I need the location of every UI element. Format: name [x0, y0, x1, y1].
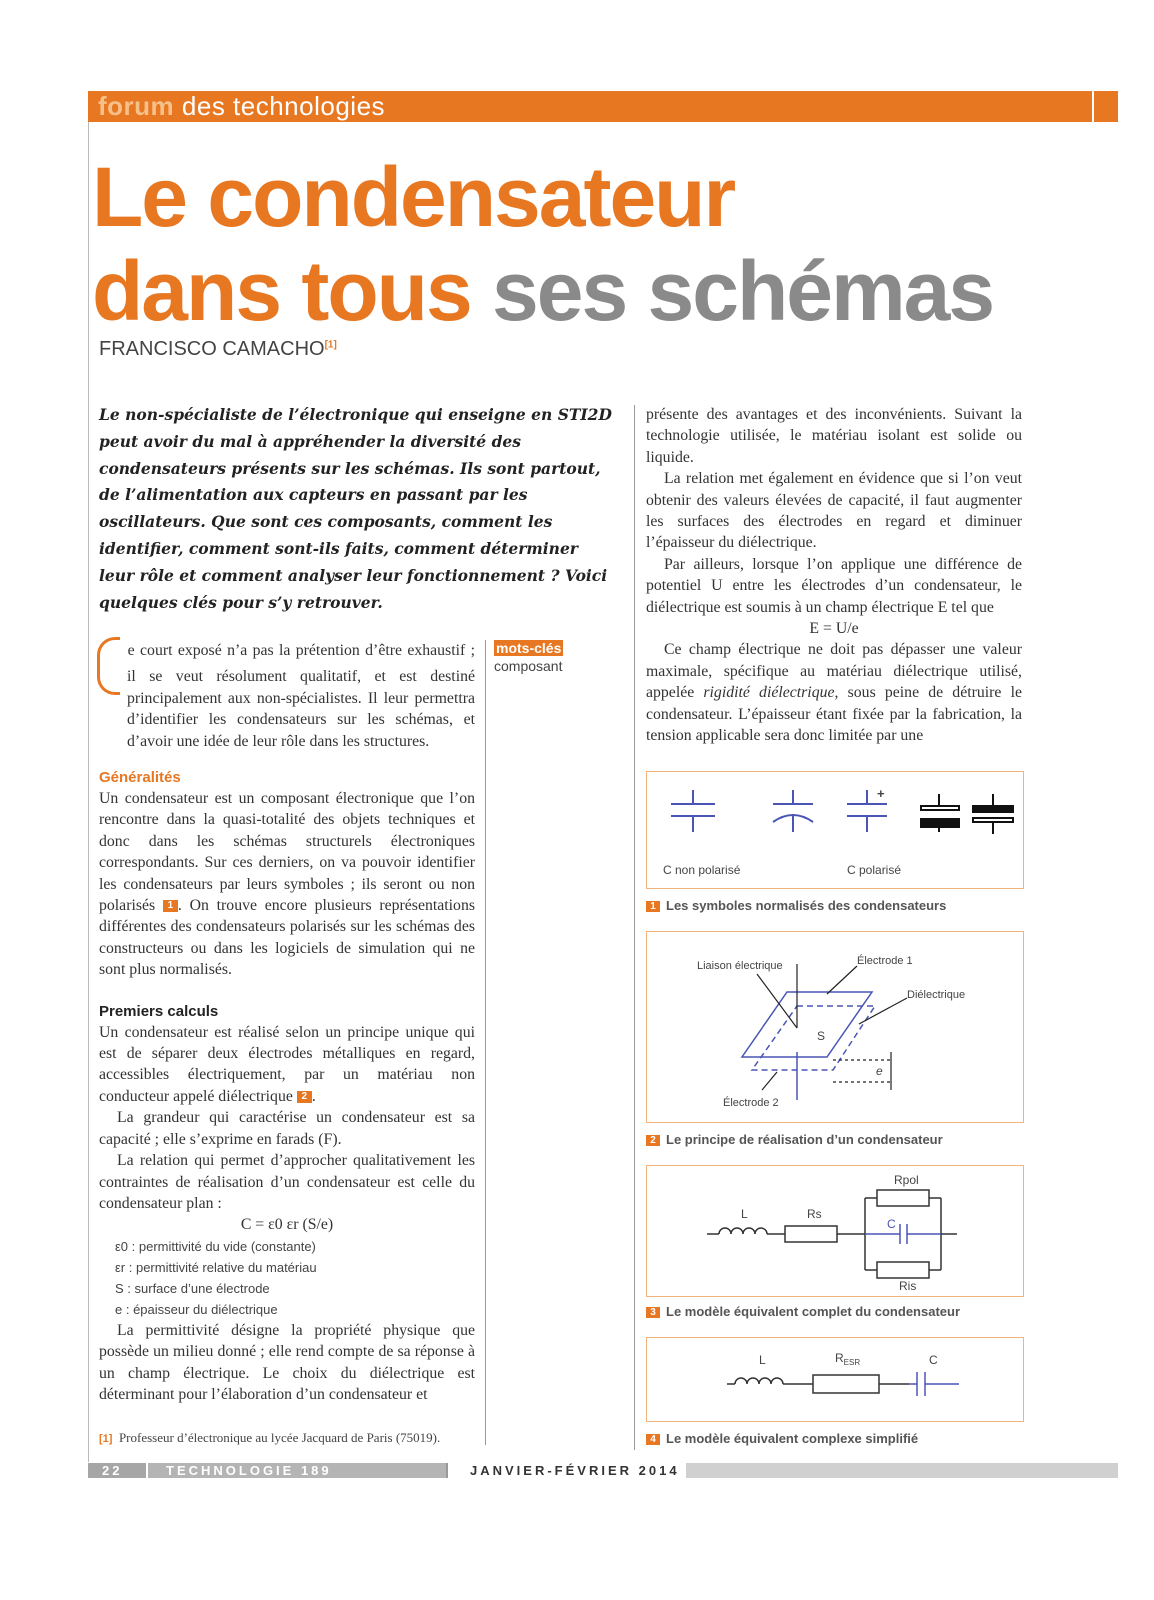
legend-item: ε0 : permittivité du vide (constante): [115, 1238, 316, 1254]
equivalent-circuit-complete-drawing: [647, 1166, 1023, 1296]
caption-text: Les symboles normalisés des condensateurs: [666, 898, 947, 913]
title-line-2-grey: ses schémas: [470, 244, 994, 338]
section-header-bar: [88, 91, 1118, 122]
calc-paragraph-3: La relation qui permet d’approcher qualitativement les contraintes de réalisation d’un condensateur est celle du condensateur plan :: [99, 1152, 475, 1212]
issue-date: JANVIER-FÉVRIER 2014: [446, 1463, 686, 1478]
figure-number: 2: [646, 1135, 660, 1146]
legend-item: e : épaisseur du diélectrique: [115, 1301, 278, 1317]
figure-1-caption: [646, 898, 946, 913]
footnote-number: [1]: [99, 1433, 113, 1445]
calc-p1-text: Un condensateur est réalisé selon un principe unique qui est de séparer deux électrodes métalliques en regard, accessibles électriquement, par un matériau non conducteur appelé diélectrique: [99, 1023, 475, 1105]
generalites-text-a: Un condensateur est un composant électronique que l’on rencontre dans la quasi-totalité des objets techniques et donc dans les schémas structurels électroniques correspondants. Sur ces derniers, on va pouvoir identifier les condensateurs par leurs symboles ; ils seront ou non polarisés: [99, 790, 475, 915]
col3-paragraph-4: [646, 639, 1022, 746]
calc-paragraph-4: La permittivité désigne la propriété physique que possède un milieu donné ; elle rend compte de sa réponse à un champ électrique. Le choix du diélectrique est déterminant pour l’élaboration d’un condensateur et: [99, 1321, 475, 1403]
label-c: C: [929, 1353, 938, 1367]
caption-text: Le modèle équivalent complexe simplifié: [666, 1431, 919, 1446]
figure-ref-2[interactable]: 2: [297, 1091, 312, 1103]
section-heading-generalites: Généralités: [99, 769, 181, 786]
section-rubric: [98, 91, 385, 122]
capacitor-principle-drawing: [647, 932, 1023, 1122]
label-electrode-1: Électrode 1: [857, 955, 913, 967]
label-electrode-2: Électrode 2: [723, 1097, 779, 1109]
label-polarise: C polarisé: [847, 863, 902, 877]
label-ris: Ris: [899, 1279, 917, 1293]
figure-number: 1: [646, 901, 660, 912]
magazine-name: TECHNOLOGIE 189: [146, 1463, 446, 1478]
title-line-2-orange: dans tous: [92, 244, 471, 338]
keywords-box: [494, 640, 584, 674]
figure-ref-1[interactable]: 1: [163, 900, 178, 912]
label-rpol: Rpol: [894, 1173, 919, 1187]
keywords-heading: mots-clés: [496, 640, 562, 656]
page-footer-bar: [88, 1463, 1118, 1478]
column-3: [646, 404, 1022, 747]
col3-p4-text-a: Ce champ électrique ne doit pas dépasser une valeur maximale, spécifique au matériau diélectrique utilisé, appelée: [646, 641, 1022, 702]
rubric-rest: des technologies: [174, 91, 386, 121]
figure-2-principle: [646, 931, 1024, 1123]
intro-body: e court exposé n’a pas la prétention d’être exhaustif ; il se veut résolument qualitatif, et est destiné principalement aux non-spécialistes. Il leur permettra d’identifier les condensateurs sur les schémas, et d’avoir une idée de leur rôle dans les structures.: [127, 642, 475, 750]
author-byline: [99, 338, 337, 361]
calc-paragraph-1: [99, 1022, 475, 1108]
formula-legend: [99, 1236, 475, 1320]
caption-text: Le principe de réalisation d’un condensateur: [666, 1132, 943, 1147]
figure-4-caption: [646, 1431, 918, 1446]
label-dielectrique: Diélectrique: [907, 989, 966, 1001]
plus-sign: +: [877, 786, 885, 801]
figure-4-equivalent-simplified: [646, 1337, 1024, 1422]
header-endcap: [1092, 91, 1118, 122]
label-non-polarise: C non polarisé: [663, 863, 741, 877]
rubric-strong: forum: [98, 91, 175, 121]
label-c: C: [887, 1217, 896, 1231]
figure-3-equivalent-complete: [646, 1165, 1024, 1297]
formula-capacite: C = ε0 εr (S/e): [240, 1216, 334, 1234]
author-ref: [1]: [324, 339, 337, 351]
label-l: L: [741, 1207, 748, 1221]
caption-text: Le modèle équivalent complet du condensateur: [666, 1304, 961, 1319]
label-r: R: [835, 1351, 844, 1365]
legend-item: S : surface d’une électrode: [115, 1280, 270, 1296]
label-resr: [835, 1351, 860, 1367]
label-liaison: Liaison électrique: [697, 960, 783, 972]
legend-item: εr : permittivité relative du matériau: [115, 1259, 317, 1275]
generalites-paragraph: [99, 788, 475, 981]
footnote: [99, 1430, 479, 1446]
left-margin-rule: [88, 122, 89, 1462]
keyword-item: composant: [494, 658, 563, 674]
col3-paragraph-1: présente des avantages et des inconvénients. Suivant la technologie utilisée, le matériau isolant est solide ou liquide.: [646, 406, 1022, 466]
label-esr-subscript: ESR: [843, 1358, 861, 1367]
section-heading-premiers-calculs: Premiers calculs: [99, 1002, 219, 1020]
calc-p1-end: .: [311, 1087, 316, 1105]
equivalent-circuit-simplified-drawing: [647, 1338, 1023, 1421]
formula-champ: E = U/e: [809, 620, 859, 638]
figure-number: 3: [646, 1307, 660, 1318]
title-line-1: Le condensateur: [92, 150, 735, 244]
column-rule-middle: [485, 640, 486, 1445]
col3-paragraph-3: Par ailleurs, lorsque l’on applique une différence de potentiel U entre les électrodes d’un condensateur, le diélectrique est soumis à un champ électrique E tel que: [646, 555, 1022, 616]
col3-p4-emphasis: rigidité diélectrique: [703, 684, 835, 702]
article-lead: Le non-spécialiste de l’électronique qui enseigne en STI2D peut avoir du mal à appréhender la diversité des condensateurs présents sur les schémas. Ils sont partout, de l’alimentation aux capteurs en passant par les oscillateurs. Que sont ces composants, comment les identifier, comment sont-ils faits, comment déterminer leur rôle et comment analyser leur fonctionnement ? Voici quelques clés pour s’y retrouver.: [99, 405, 612, 612]
label-l: L: [759, 1353, 766, 1367]
generalites-text-b: . On trouve encore plusieurs représentations différentes des condensateurs polarisés sur les schémas des constructeurs ou dans les logiciels de simulation qui ne sont plus normalisés.: [99, 897, 475, 979]
label-rs: Rs: [807, 1207, 822, 1221]
column-1: [99, 767, 475, 1405]
intro-text: [99, 640, 475, 752]
label-epaisseur: e: [876, 1064, 883, 1078]
figure-3-caption: [646, 1304, 960, 1319]
col3-paragraph-2: La relation met également en évidence que si l’on veut obtenir des valeurs élevées de capacité, il faut augmenter les surfaces des électrodes en regard et diminuer l’épaisseur du diélectrique.: [646, 470, 1022, 552]
calc-paragraph-2: La grandeur qui caractérise un condensateur est sa capacité ; elle s’exprime en farads (F).: [99, 1109, 475, 1148]
capacitor-symbols-drawing: [647, 772, 1023, 888]
intro-paragraph: [99, 640, 475, 752]
column-rule-right: [634, 405, 635, 1450]
author-name: FRANCISCO CAMACHO: [99, 338, 325, 360]
page-number: 22: [88, 1463, 146, 1478]
article-title: [92, 150, 1112, 338]
figure-number: 4: [646, 1434, 660, 1445]
col3-p4-text-b: , sous peine de détruire le condensateur. L’épaisseur étant fixée par la fabrication, la tension applicable sera donc limitée par une: [646, 684, 1022, 745]
label-surface: S: [817, 1029, 826, 1043]
figure-2-caption: [646, 1132, 943, 1147]
footnote-text: Professeur d’électronique au lycée Jacquard de Paris (75019).: [118, 1430, 441, 1445]
figure-1-symbols: [646, 771, 1024, 889]
